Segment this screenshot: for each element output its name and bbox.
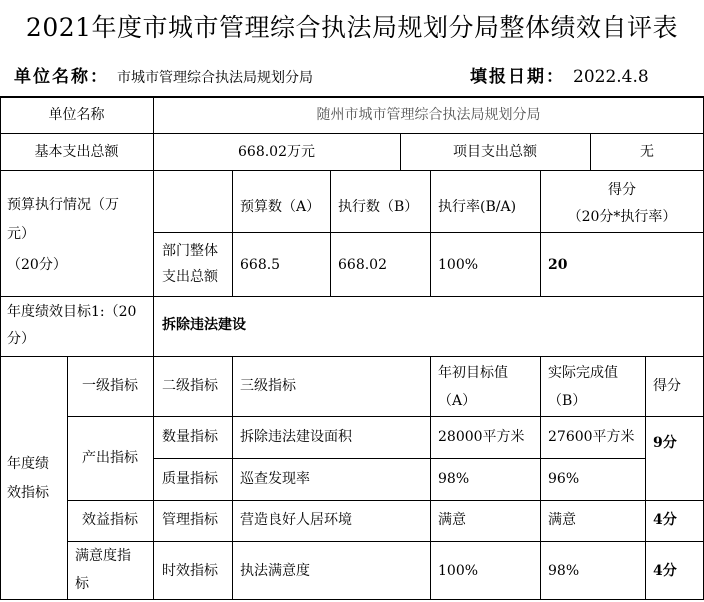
col-rate: 执行率(B/A) (438, 199, 517, 215)
row4-actual: 98% (548, 563, 580, 579)
row-line (153, 232, 704, 233)
col-line (232, 356, 233, 600)
unit-value: 市城市管理综合执法局规划分局 (117, 70, 313, 86)
row-line (0, 296, 704, 297)
header-level1: 一级指标 (82, 378, 138, 394)
row2-actual: 96% (548, 471, 580, 487)
col-line (330, 170, 331, 296)
row2-level3: 巡查发现率 (240, 471, 310, 487)
project-exp-label: 项目支出总额 (453, 144, 537, 160)
unit-label: 单位名称： (14, 67, 109, 87)
page-title: 2021年度市城市管理综合执法局规划分局整体绩效自评表 (25, 13, 679, 42)
col-budget: 预算数（A） (240, 199, 321, 215)
row3-actual: 满意 (548, 512, 576, 528)
score-output: 9分 (653, 435, 677, 451)
indicator-label-line2: 效指标 (7, 485, 49, 501)
row3-target: 满意 (438, 512, 466, 528)
col-score-line2: （20分*执行率） (567, 209, 677, 225)
row-line (67, 541, 704, 542)
row1-target: 28000平方米 (438, 429, 525, 445)
goal-label-line2: 分） (7, 331, 35, 347)
unit-info (14, 62, 313, 87)
budget-label-line1: 预算执行情况（万 (7, 197, 119, 213)
row-line (0, 133, 704, 134)
row2-target: 98% (438, 471, 470, 487)
unit-name-label: 单位名称 (48, 107, 105, 123)
col-line (0, 96, 1, 600)
satisfaction-label-line2: 标 (75, 576, 89, 592)
row-line (67, 500, 704, 501)
row2-level2: 质量指标 (162, 471, 218, 487)
row3-level2: 管理指标 (162, 512, 218, 528)
dept-total-line2: 支出总额 (162, 269, 218, 285)
header-actual-line2: （B） (548, 393, 587, 409)
col-exec: 执行数（B） (338, 199, 419, 215)
header-target-line2: （A） (438, 393, 477, 409)
budget-value: 668.5 (240, 257, 281, 273)
budget-label-line2: 元） (7, 226, 35, 242)
row-line (153, 458, 645, 459)
table-border-top (0, 96, 704, 98)
header-target-line1: 年初目标值 (438, 365, 508, 381)
indicator-label-line1: 年度绩 (7, 456, 49, 472)
row1-level2: 数量指标 (162, 429, 218, 445)
row-line (0, 356, 704, 357)
date-value: 2022.4.8 (573, 67, 649, 87)
row4-level3: 执法满意度 (240, 563, 310, 579)
exec-value: 668.02 (338, 257, 387, 273)
col-line (153, 96, 154, 600)
basic-exp-label: 基本支出总额 (34, 144, 119, 160)
output-indicator-label: 产出指标 (82, 450, 138, 466)
col-line (645, 356, 646, 600)
col-line (430, 170, 431, 296)
benefit-indicator-label: 效益指标 (82, 512, 138, 528)
score-satisfaction: 4分 (653, 563, 677, 579)
project-exp-value: 无 (640, 144, 654, 160)
header-level2: 二级指标 (162, 378, 218, 394)
budget-label-line3: （20分） (7, 257, 67, 273)
row1-level3: 拆除违法建设面积 (240, 429, 352, 445)
row4-target: 100% (438, 563, 479, 579)
col-line (430, 356, 431, 600)
score-benefit: 4分 (653, 512, 677, 528)
date-info (470, 62, 649, 87)
rate-value: 100% (438, 257, 479, 273)
header-level3: 三级指标 (240, 378, 296, 394)
score-value: 20 (548, 257, 568, 273)
row3-level3: 营造良好人居环境 (240, 512, 352, 528)
row-line (0, 170, 704, 171)
unit-name-value: 随州市城市管理综合执法局规划分局 (316, 107, 541, 123)
table-border-bottom (0, 599, 704, 600)
col-score-line1: 得分 (608, 182, 636, 198)
header-score: 得分 (653, 378, 681, 394)
col-line (232, 170, 233, 296)
dept-total-line1: 部门整体 (162, 243, 218, 259)
row1-actual: 27600平方米 (548, 429, 635, 445)
goal-label-line1: 年度绩效目标1:（20 (7, 304, 137, 320)
row-line (67, 416, 704, 417)
goal-value: 拆除违法建设 (162, 317, 246, 333)
col-line (540, 356, 541, 600)
row4-level2: 时效指标 (162, 563, 218, 579)
basic-exp-value: 668.02万元 (238, 144, 315, 160)
satisfaction-label-line1: 满意度指 (75, 548, 131, 564)
date-label: 填报日期： (470, 67, 565, 87)
header-actual-line1: 实际完成值 (548, 365, 618, 381)
